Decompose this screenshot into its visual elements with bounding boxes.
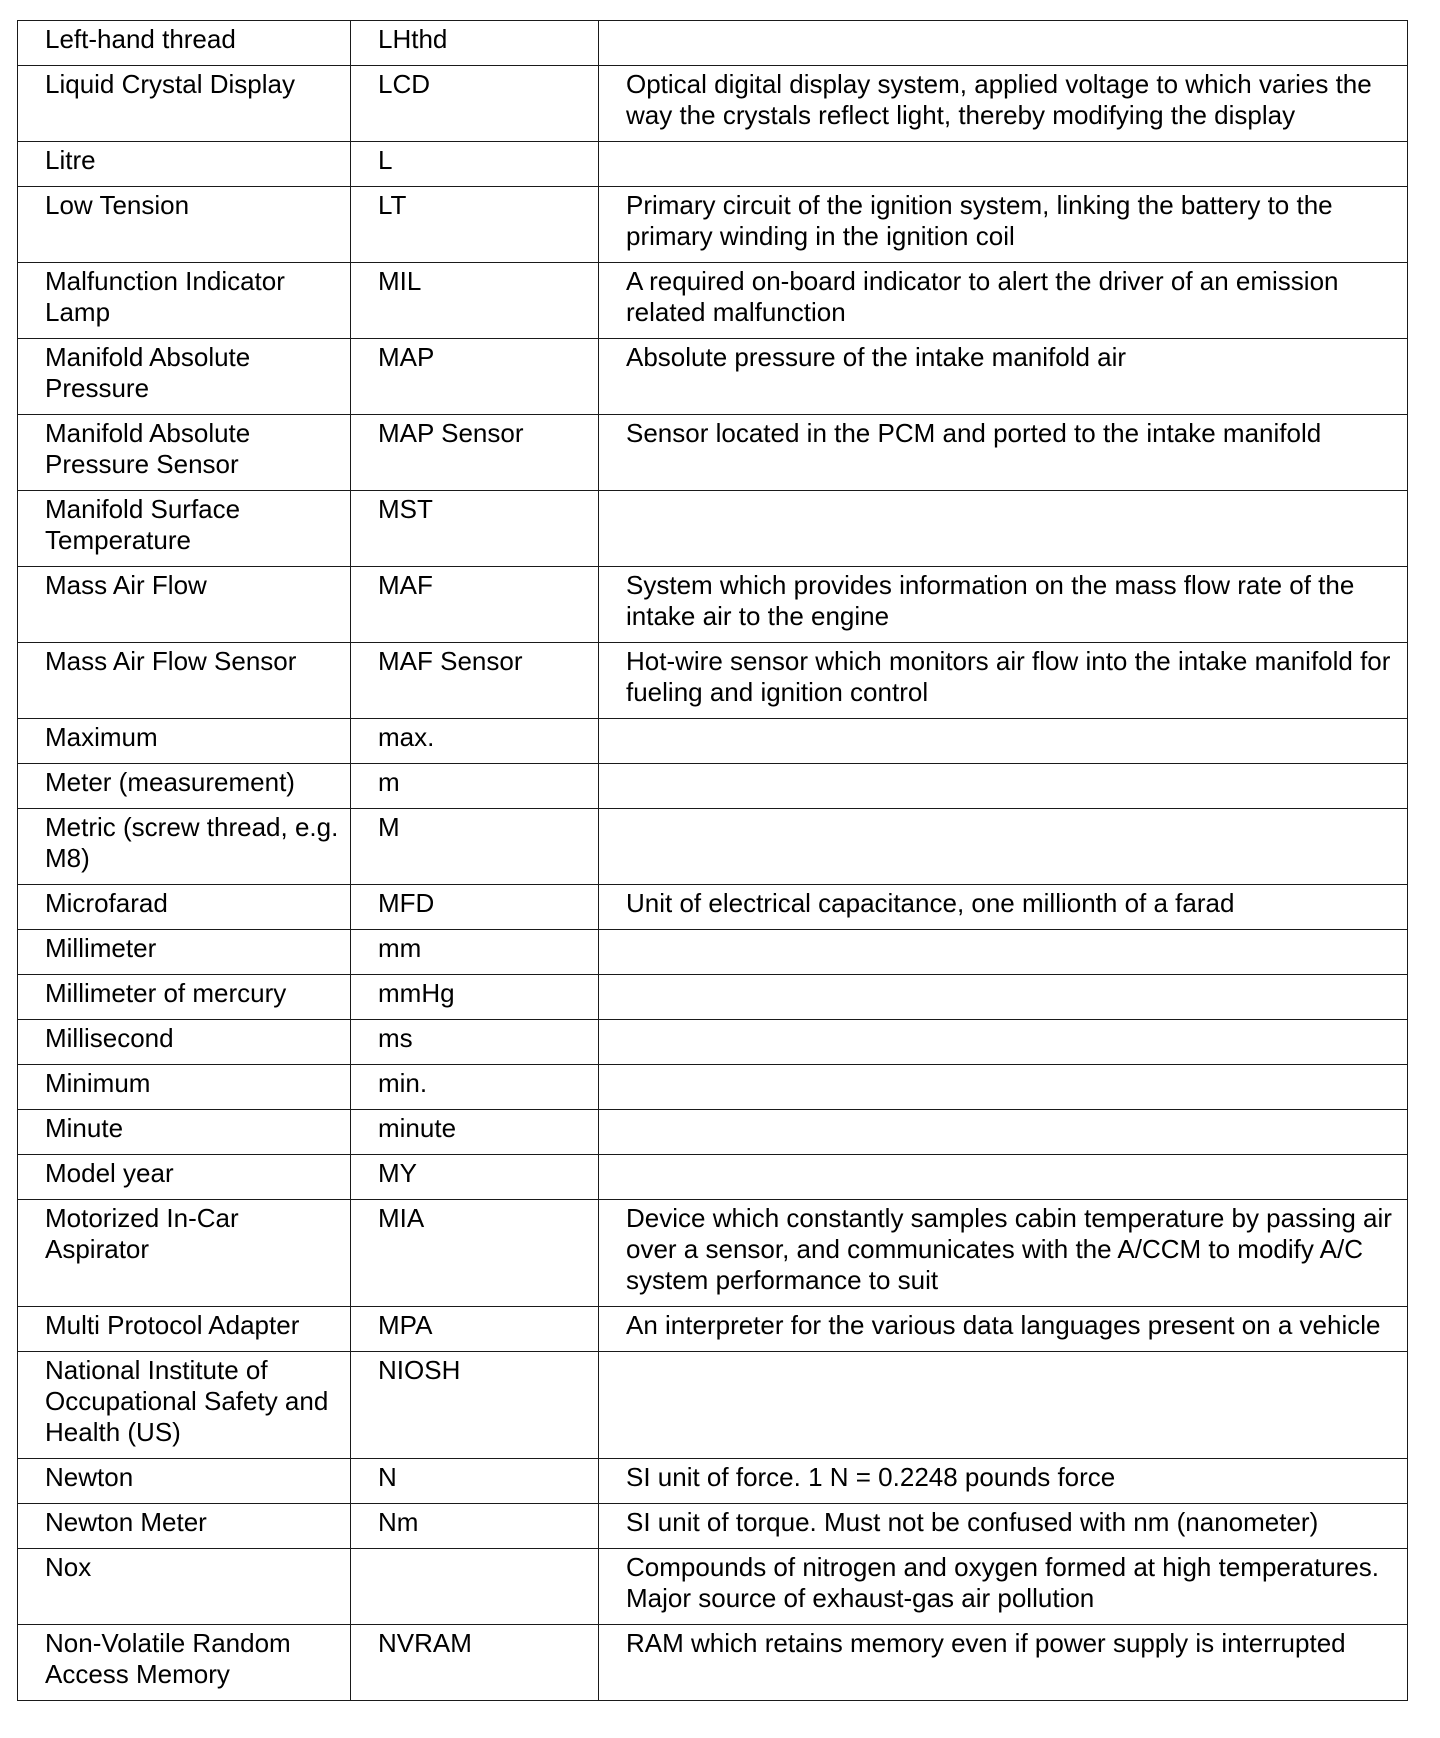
table-row: [18, 1307, 1408, 1352]
term-cell: Nox: [18, 1549, 351, 1625]
term-cell: Minute: [18, 1110, 351, 1155]
abbreviation-cell: L: [351, 142, 599, 187]
table-row: [18, 263, 1408, 339]
term-cell: Motorized In-Car Aspirator: [18, 1200, 351, 1307]
description-cell: [599, 1065, 1408, 1110]
abbreviation-cell: NIOSH: [351, 1352, 599, 1459]
term-cell: Metric (screw thread, e.g. M8): [18, 809, 351, 885]
term-cell: Millimeter of mercury: [18, 975, 351, 1020]
description-cell: Hot-wire sensor which monitors air flow into the intake manifold for fueling and ignition control: [599, 643, 1408, 719]
table-row: [18, 187, 1408, 263]
term-cell: Litre: [18, 142, 351, 187]
term-cell: Model year: [18, 1155, 351, 1200]
term-cell: Meter (measurement): [18, 764, 351, 809]
table-row: [18, 1549, 1408, 1625]
term-cell: Mass Air Flow Sensor: [18, 643, 351, 719]
description-cell: [599, 764, 1408, 809]
abbreviation-cell: [351, 1549, 599, 1625]
abbreviation-cell: ms: [351, 1020, 599, 1065]
table-row: [18, 1110, 1408, 1155]
term-cell: Liquid Crystal Display: [18, 66, 351, 142]
table-row: [18, 643, 1408, 719]
table-row: [18, 1200, 1408, 1307]
table-row: [18, 491, 1408, 567]
description-cell: [599, 975, 1408, 1020]
description-cell: Compounds of nitrogen and oxygen formed at high temperatures. Major source of exhaust-gas air pollution: [599, 1549, 1408, 1625]
term-cell: Maximum: [18, 719, 351, 764]
description-cell: [599, 1352, 1408, 1459]
abbreviations-table-body: [18, 21, 1408, 1701]
abbreviation-cell: M: [351, 809, 599, 885]
table-row: [18, 142, 1408, 187]
term-cell: Multi Protocol Adapter: [18, 1307, 351, 1352]
table-row: [18, 1625, 1408, 1701]
abbreviation-cell: LT: [351, 187, 599, 263]
table-row: [18, 339, 1408, 415]
table-row: [18, 975, 1408, 1020]
description-cell: An interpreter for the various data languages present on a vehicle: [599, 1307, 1408, 1352]
table-row: [18, 1020, 1408, 1065]
term-cell: Newton: [18, 1459, 351, 1504]
table-row: [18, 567, 1408, 643]
abbreviation-cell: m: [351, 764, 599, 809]
abbreviation-cell: LCD: [351, 66, 599, 142]
table-row: [18, 21, 1408, 66]
term-cell: Manifold Absolute Pressure Sensor: [18, 415, 351, 491]
term-cell: Manifold Absolute Pressure: [18, 339, 351, 415]
abbreviation-cell: MPA: [351, 1307, 599, 1352]
description-cell: Unit of electrical capacitance, one millionth of a farad: [599, 885, 1408, 930]
table-row: [18, 1352, 1408, 1459]
description-cell: RAM which retains memory even if power supply is interrupted: [599, 1625, 1408, 1701]
table-row: [18, 415, 1408, 491]
abbreviation-cell: LHthd: [351, 21, 599, 66]
term-cell: Newton Meter: [18, 1504, 351, 1549]
table-row: [18, 1065, 1408, 1110]
description-cell: Optical digital display system, applied voltage to which varies the way the crystals reflect light, thereby modifying the display: [599, 66, 1408, 142]
abbreviation-cell: MFD: [351, 885, 599, 930]
term-cell: Microfarad: [18, 885, 351, 930]
term-cell: Manifold Surface Temperature: [18, 491, 351, 567]
description-cell: Primary circuit of the ignition system, linking the battery to the primary winding in the ignition coil: [599, 187, 1408, 263]
abbreviation-cell: MIA: [351, 1200, 599, 1307]
term-cell: Non-Volatile Random Access Memory: [18, 1625, 351, 1701]
abbreviation-cell: NVRAM: [351, 1625, 599, 1701]
term-cell: Low Tension: [18, 187, 351, 263]
term-cell: Minimum: [18, 1065, 351, 1110]
description-cell: A required on-board indicator to alert the driver of an emission related malfunction: [599, 263, 1408, 339]
description-cell: [599, 719, 1408, 764]
abbreviation-cell: Nm: [351, 1504, 599, 1549]
term-cell: Malfunction Indicator Lamp: [18, 263, 351, 339]
abbreviation-cell: mmHg: [351, 975, 599, 1020]
abbreviation-cell: MAP: [351, 339, 599, 415]
abbreviation-cell: MIL: [351, 263, 599, 339]
abbreviation-cell: MST: [351, 491, 599, 567]
term-cell: Millisecond: [18, 1020, 351, 1065]
table-row: [18, 885, 1408, 930]
description-cell: [599, 1110, 1408, 1155]
description-cell: System which provides information on the mass flow rate of the intake air to the engine: [599, 567, 1408, 643]
abbreviation-cell: MAF: [351, 567, 599, 643]
table-row: [18, 930, 1408, 975]
description-cell: [599, 491, 1408, 567]
abbreviation-cell: minute: [351, 1110, 599, 1155]
description-cell: SI unit of force. 1 N = 0.2248 pounds force: [599, 1459, 1408, 1504]
table-row: [18, 809, 1408, 885]
abbreviation-cell: N: [351, 1459, 599, 1504]
description-cell: Absolute pressure of the intake manifold air: [599, 339, 1408, 415]
abbreviation-cell: mm: [351, 930, 599, 975]
abbreviation-cell: MY: [351, 1155, 599, 1200]
table-row: [18, 1155, 1408, 1200]
description-cell: [599, 1020, 1408, 1065]
description-cell: [599, 1155, 1408, 1200]
abbreviation-cell: MAF Sensor: [351, 643, 599, 719]
table-row: [18, 1504, 1408, 1549]
term-cell: Left-hand thread: [18, 21, 351, 66]
description-cell: [599, 21, 1408, 66]
table-row: [18, 66, 1408, 142]
abbreviation-cell: MAP Sensor: [351, 415, 599, 491]
description-cell: [599, 930, 1408, 975]
abbreviations-table: [17, 20, 1408, 1701]
description-cell: [599, 809, 1408, 885]
table-row: [18, 719, 1408, 764]
term-cell: Millimeter: [18, 930, 351, 975]
term-cell: National Institute of Occupational Safety and Health (US): [18, 1352, 351, 1459]
table-row: [18, 764, 1408, 809]
table-row: [18, 1459, 1408, 1504]
term-cell: Mass Air Flow: [18, 567, 351, 643]
description-cell: SI unit of torque. Must not be confused with nm (nanometer): [599, 1504, 1408, 1549]
abbreviation-cell: min.: [351, 1065, 599, 1110]
description-cell: [599, 142, 1408, 187]
description-cell: Device which constantly samples cabin temperature by passing air over a sensor, and communicates with the A/CCM to modify A/C system performance to suit: [599, 1200, 1408, 1307]
abbreviation-cell: max.: [351, 719, 599, 764]
description-cell: Sensor located in the PCM and ported to the intake manifold: [599, 415, 1408, 491]
